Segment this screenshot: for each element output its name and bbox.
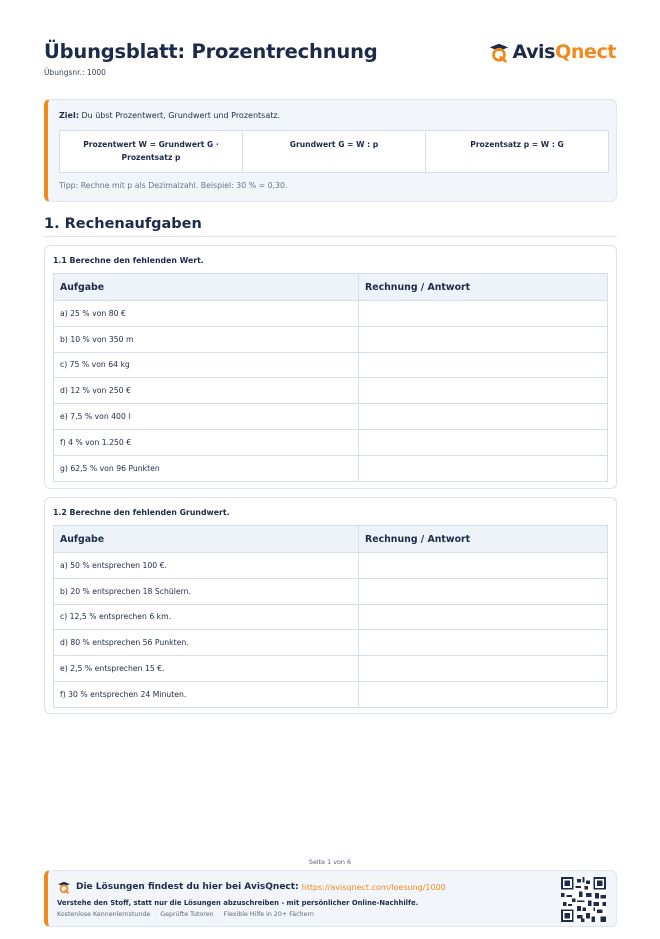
answer-cell[interactable] (359, 404, 608, 430)
table-row (54, 352, 608, 378)
table-row (54, 326, 608, 352)
goal-label: Ziel: (59, 111, 79, 120)
task-title: 1.1 Berechne den fehlenden Wert. (53, 256, 204, 265)
section-divider (44, 236, 617, 237)
column-header-task: Aufgabe (54, 526, 359, 553)
feature-item: Flexible Hilfe in 20+ Fächern (223, 911, 314, 918)
answer-cell[interactable] (359, 326, 608, 352)
feature-separator: · (154, 911, 157, 918)
column-header-task: Aufgabe (54, 274, 359, 301)
formula-prozentwert: Prozentwert W = Grundwert G · Prozentsatz p (60, 131, 243, 173)
goal-info-box (44, 99, 617, 202)
task-cell: d) 12 % von 250 € (54, 378, 359, 404)
table-row (54, 378, 608, 404)
answer-cell[interactable] (359, 578, 608, 604)
task-cell: c) 75 % von 64 kg (54, 352, 359, 378)
formula-prozentsatz: Prozentsatz p = W : G (426, 131, 609, 173)
task-cell: g) 62,5 % von 96 Punkten (54, 455, 359, 481)
answer-cell[interactable] (359, 681, 608, 707)
table-row (54, 301, 608, 327)
task-title: 1.2 Berechne den fehlenden Grundwert. (53, 508, 230, 517)
footer-features (57, 911, 314, 918)
task-cell: b) 20 % entsprechen 18 Schülern. (54, 578, 359, 604)
goal-description: Du übst Prozentwert, Grundwert und Prozentsatz. (78, 111, 281, 120)
page-title: Übungsblatt: Prozentrechnung (44, 40, 378, 63)
formula-grundwert: Grundwert G = W : p (243, 131, 426, 173)
page-number: Seite 1 von 6 (308, 858, 352, 866)
brand-logo (488, 41, 616, 63)
feature-item: Geprüfte Tutoren (160, 911, 214, 918)
answer-cell[interactable] (359, 352, 608, 378)
graduation-cap-q-icon (57, 880, 71, 894)
table-header-row (54, 526, 608, 553)
table-row (54, 604, 608, 630)
answer-cell[interactable] (359, 630, 608, 656)
answer-cell[interactable] (359, 429, 608, 455)
table-row (54, 578, 608, 604)
page-header (44, 40, 616, 86)
feature-item: Kostenlose Kennenlernstunde (57, 911, 151, 918)
task-table (53, 525, 608, 708)
table-row (54, 630, 608, 656)
task-cell: a) 50 % entsprechen 100 €. (54, 553, 359, 579)
table-header-row (54, 274, 608, 301)
table-row (54, 553, 608, 579)
task-cell: e) 2,5 % entsprechen 15 €. (54, 656, 359, 682)
column-header-answer: Rechnung / Antwort (359, 274, 608, 301)
section-title: 1. Rechenaufgaben (44, 216, 202, 232)
task-cell: e) 7,5 % von 400 l (54, 404, 359, 430)
answer-cell[interactable] (359, 301, 608, 327)
task-card-1-2 (44, 497, 617, 714)
tip-text: Tipp: Rechne mit p als Dezimalzahl. Beispiel: 30 % = 0,30. (59, 181, 288, 190)
table-row (54, 404, 608, 430)
task-cell: d) 80 % entsprechen 56 Punkten. (54, 630, 359, 656)
column-header-answer: Rechnung / Antwort (359, 526, 608, 553)
table-row (54, 656, 608, 682)
solutions-link[interactable]: https://avisqnect.com/loesung/1000 (301, 882, 446, 892)
table-row (54, 429, 608, 455)
logo-text (512, 41, 616, 63)
logo-text-main: Avis (512, 41, 556, 63)
task-table (53, 273, 608, 482)
exercise-number: Übungsnr.: 1000 (44, 68, 106, 77)
task-cell: a) 25 % von 80 € (54, 301, 359, 327)
answer-cell[interactable] (359, 656, 608, 682)
task-cell: f) 4 % von 1.250 € (54, 429, 359, 455)
answer-cell[interactable] (359, 455, 608, 481)
formula-table (59, 130, 609, 173)
solutions-footer (44, 870, 617, 927)
footer-subline: Verstehe den Stoff, statt nur die Lösungen abzuschreiben - mit persönlicher Online-Nachhilfe. (57, 899, 419, 907)
table-row (54, 455, 608, 481)
feature-separator: · (217, 911, 220, 918)
task-cell: c) 12,5 % entsprechen 6 km. (54, 604, 359, 630)
footer-headline-row (57, 880, 446, 894)
footer-headline: Die Lösungen findest du hier bei AvisQnect: (76, 882, 299, 892)
task-cell: f) 30 % entsprechen 24 Minuten. (54, 681, 359, 707)
task-card-1-1 (44, 245, 617, 489)
logo-text-accent: Qnect (555, 41, 616, 63)
answer-cell[interactable] (359, 378, 608, 404)
goal-text (59, 111, 280, 120)
graduation-cap-q-icon (488, 41, 510, 63)
answer-cell[interactable] (359, 553, 608, 579)
qr-code-icon[interactable] (561, 877, 606, 922)
table-row (54, 681, 608, 707)
answer-cell[interactable] (359, 604, 608, 630)
task-cell: b) 10 % von 350 m (54, 326, 359, 352)
